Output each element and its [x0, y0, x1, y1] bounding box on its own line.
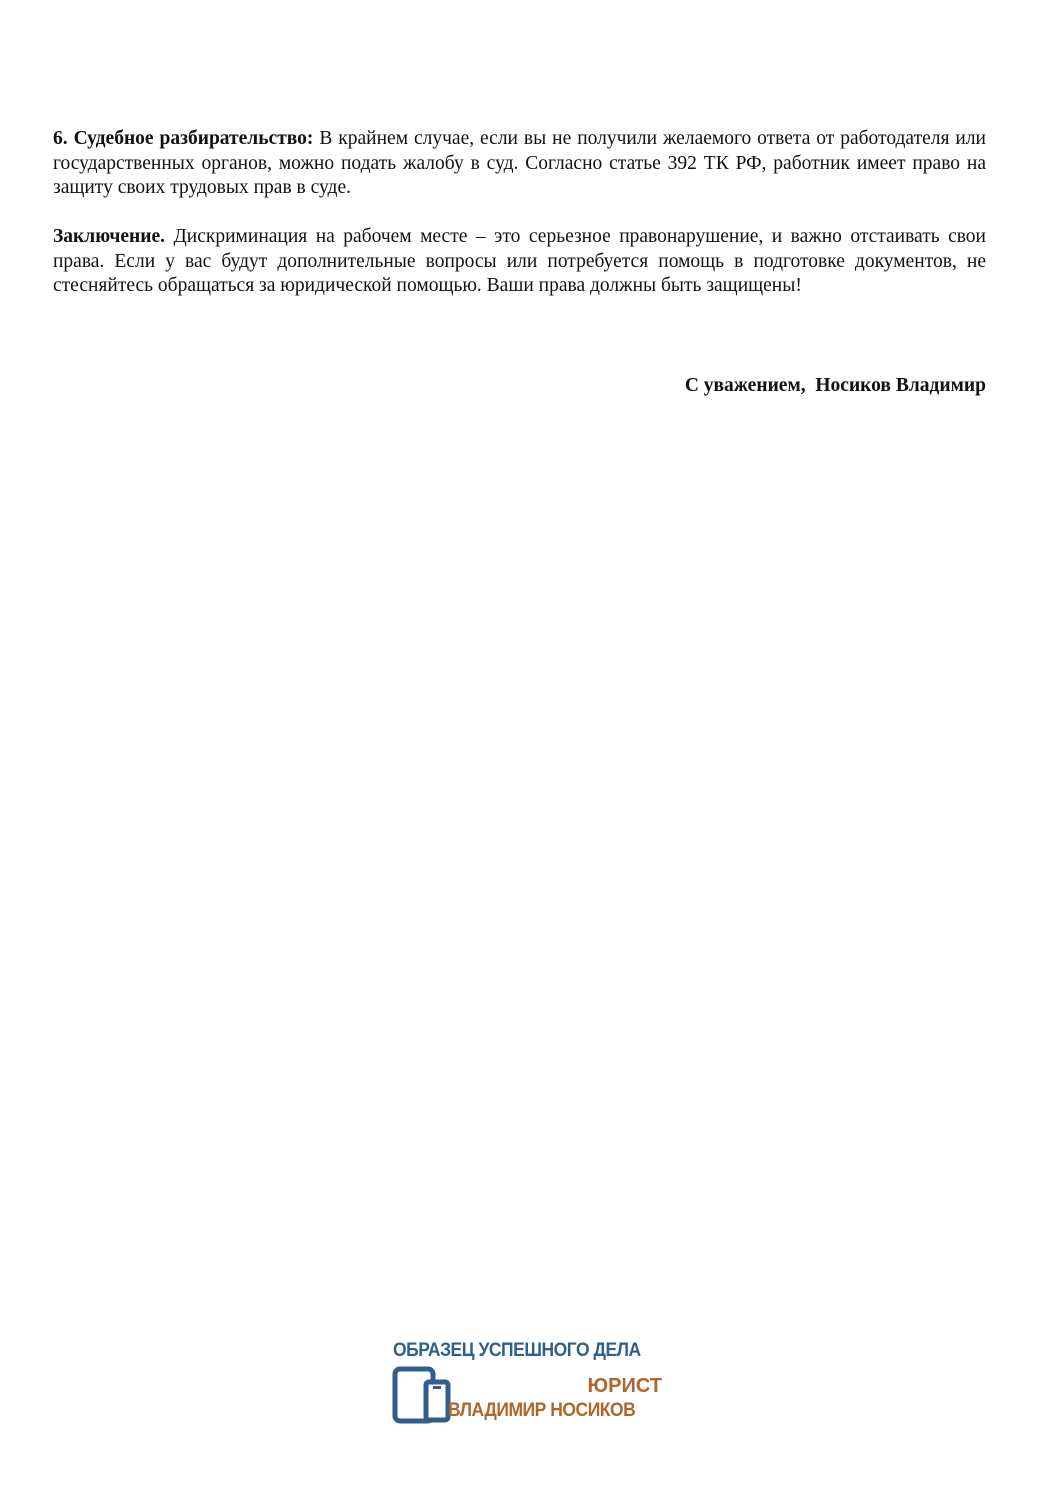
paragraph-conclusion	[53, 225, 986, 299]
logo	[390, 1340, 670, 1430]
logo-role: ЮРИСТ	[587, 1375, 662, 1397]
paragraph-conclusion-heading: Заключение.	[53, 226, 166, 247]
devices-icon	[392, 1366, 454, 1424]
paragraph-court	[53, 127, 986, 201]
signature: С уважением, Носиков Владимир	[684, 375, 986, 396]
paragraph-conclusion-text: Дискриминация на рабочем месте – это серьезное правонарушение, и важно отстаивать свои права. Если у вас будут дополнительные вопросы или потребуется помощь в подготовке документов, не стесняйтесь обращаться за юридической помощью. Ваши права должны быть защищены!	[53, 226, 986, 296]
logo-name: ВЛАДИМИР НОСИКОВ	[448, 1400, 636, 1421]
paragraph-court-heading: 6. Судебное разбирательство:	[53, 128, 314, 149]
document-body	[53, 127, 986, 299]
paragraph-court-text: В крайнем случае, если вы не получили желаемого ответа от работодателя или государственных органов, можно подать жалобу в суд. Согласно статье 392 ТК РФ, работник имеет право на защиту своих трудовых прав в суде.	[53, 128, 986, 198]
logo-title: ОБРАЗЕЦ УСПЕШНОГО ДЕЛА	[393, 1340, 641, 1361]
